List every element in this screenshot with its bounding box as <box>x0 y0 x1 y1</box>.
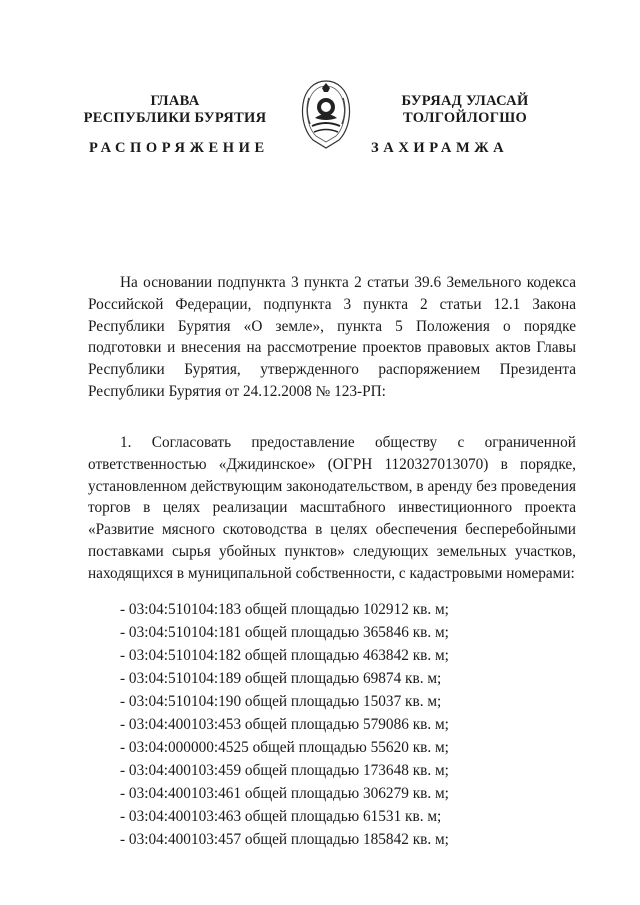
doc-type-right: ЗАХИРАМЖА <box>371 140 509 156</box>
parcel-item: - 03:04:510104:181 общей площадью 365846 кв. м; <box>120 624 449 641</box>
parcel-item: - 03:04:000000:4525 общей площадью 55620 кв. м; <box>120 739 449 756</box>
header-left-line2: РЕСПУБЛИКИ БУРЯТИЯ <box>83 110 267 126</box>
header-left <box>60 93 290 127</box>
paragraph-clause-1: 1. Согласовать предоставление обществу с ограниченной ответственностью «Джидинское» (ОГРН 1120327013070) в порядке, установленном действующим законодательством, в аренду без проведения торгов в целях реализации масштабного инвестиционного проекта «Развитие мясного скотоводства в целях обеспечения бесперебойными поставками сырья убойных пунктов» следующих земельных участков, находящихся в муниципальной собственности, с кадастровыми номерами: <box>88 434 576 582</box>
parcel-item: - 03:04:400103:457 общей площадью 185842 кв. м; <box>120 831 449 848</box>
header-right-line2: ТОЛГОЙЛОГШО <box>402 110 528 126</box>
header-right <box>355 93 575 127</box>
doc-type-left: РАСПОРЯЖЕНИЕ <box>89 140 269 156</box>
parcel-item: - 03:04:510104:189 общей площадью 69874 кв. м; <box>120 670 442 687</box>
parcel-item: - 03:04:400103:461 общей площадью 306279 кв. м; <box>120 785 449 802</box>
parcel-item: - 03:04:510104:190 общей площадью 15037 кв. м; <box>120 693 442 710</box>
parcel-item: - 03:04:510104:183 общей площадью 102912 кв. м; <box>120 601 449 618</box>
header-right-line1: БУРЯАД УЛАСАЙ <box>401 93 529 109</box>
parcel-list <box>120 598 580 851</box>
parcel-item: - 03:04:400103:463 общей площадью 61531 кв. м; <box>120 808 442 825</box>
parcel-item: - 03:04:400103:459 общей площадью 173648 кв. м; <box>120 762 449 779</box>
header-left-line1: ГЛАВА <box>150 93 200 109</box>
parcel-item: - 03:04:400103:453 общей площадью 579086 кв. м; <box>120 716 449 733</box>
paragraph-preamble: На основании подпункта 3 пункта 2 статьи 39.6 Земельного кодекса Российской Федерации, подпункта 3 пункта 2 статьи 12.1 Закона Республики Бурятия «О земле», пункта 5 Положения о порядке подготовки и внесения на рассмотрение проектов правовых актов Главы Республики Бурятия, утвержденного распоряжением Президента Республики Бурятия от 24.12.2008 № 123-РП: <box>88 274 576 400</box>
coat-of-arms-icon <box>297 78 355 150</box>
parcel-item: - 03:04:510104:182 общей площадью 463842 кв. м; <box>120 647 449 664</box>
